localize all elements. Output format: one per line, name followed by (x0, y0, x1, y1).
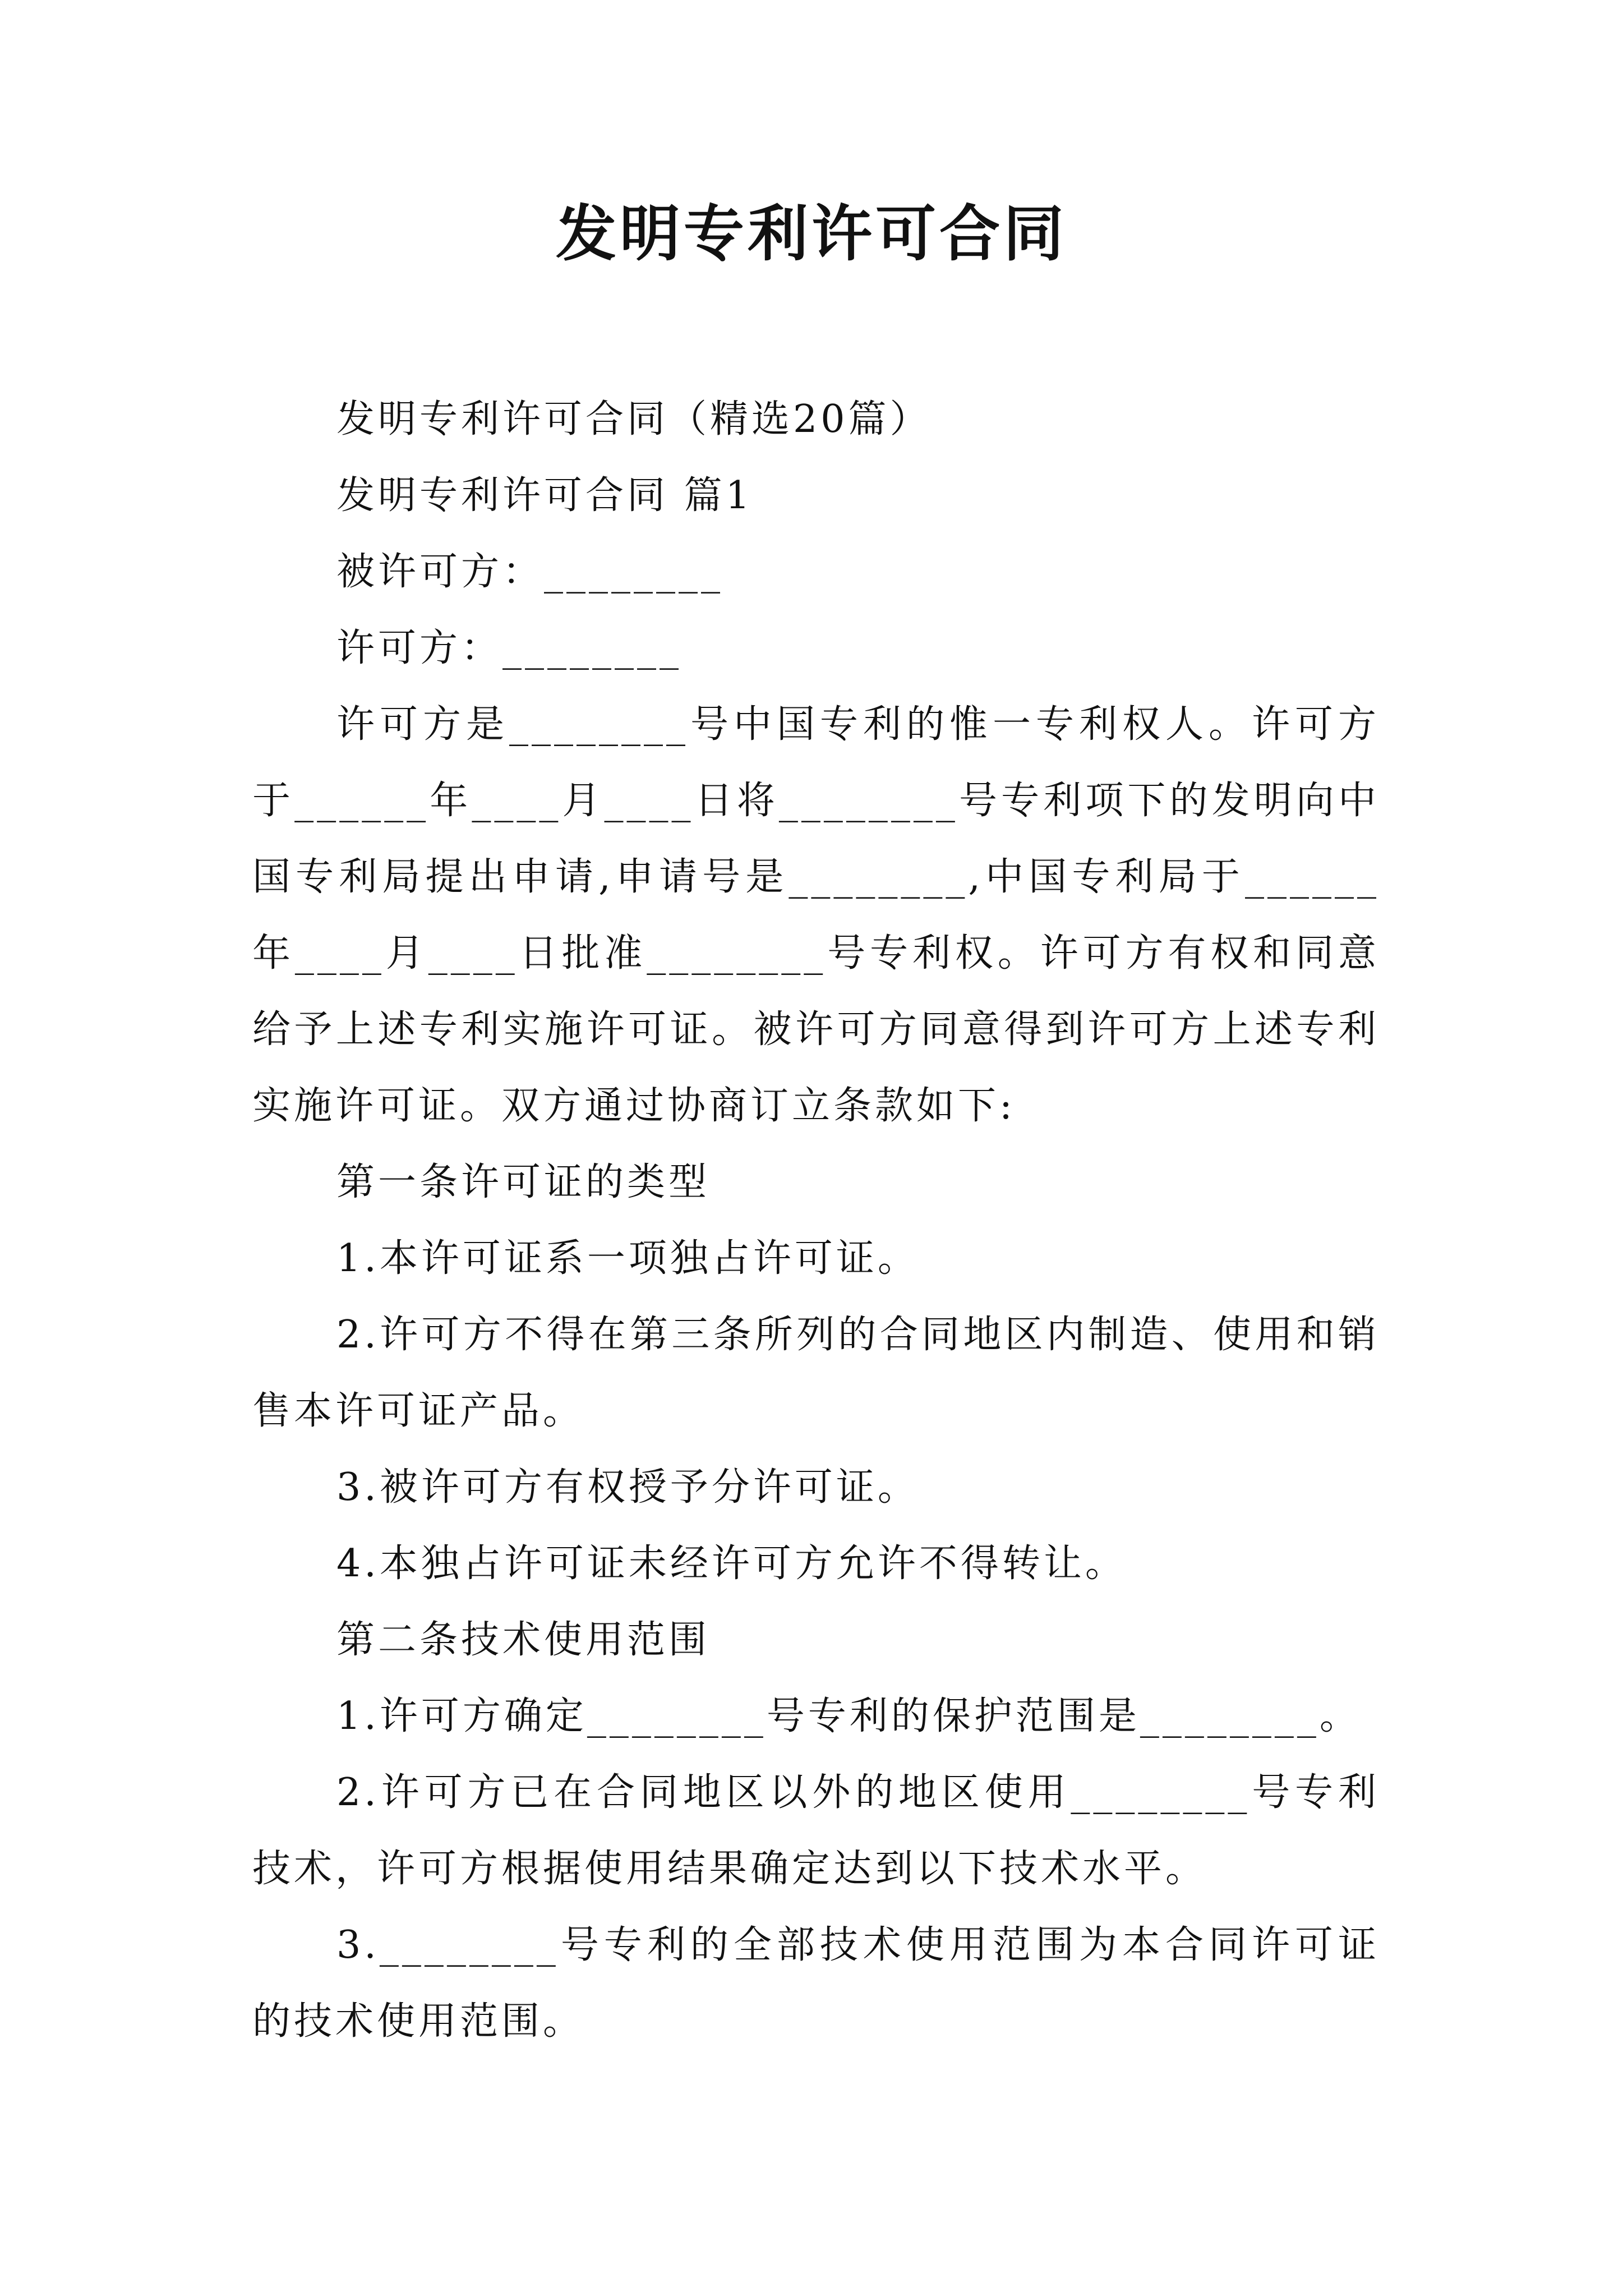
paragraph-article-1-item-1: 1.本许可证系一项独占许可证。 (336, 1236, 919, 1281)
paragraph-article-1-item-3: 3.被许可方有权授予分许可证。 (336, 1465, 919, 1510)
paragraph-article-2-item-1: 1.许可方确定________号专利的保护范围是________。 (336, 1694, 1361, 1738)
document-body (252, 381, 1380, 2060)
paragraph-article-1-item-2: 2.许可方不得在第三条所列的合同地区内制造、使用和销售本许可证产品。 (252, 1313, 1380, 1433)
paragraph-section-heading: 发明专利许可合同 篇1 (336, 473, 753, 518)
paragraph-article-2-heading: 第二条技术使用范围 (336, 1618, 711, 1662)
paragraph-article-2-item-2: 2.许可方已在合同地区以外的地区使用________号专利技术，许可方根据使用结果确定达到以下技术水平。 (252, 1770, 1380, 1891)
paragraph-subtitle: 发明专利许可合同（精选20篇） (336, 397, 932, 441)
paragraph-article-1-heading: 第一条许可证的类型 (336, 1160, 711, 1204)
document-title: 发明专利许可合同 (555, 199, 1067, 269)
paragraph-article-1-item-4: 4.本独占许可证未经许可方允许不得转让。 (336, 1542, 1127, 1586)
paragraph-licensee: 被许可方：________ (336, 550, 724, 594)
paragraph-licensor: 许可方：________ (336, 626, 683, 670)
paragraph-article-2-item-3: 3.________号专利的全部技术使用范围为本合同许可证的技术使用范围。 (252, 1923, 1380, 2044)
paragraph-preamble: 许可方是________号中国专利的惟一专利权人。许可方于______年____月____日将________号专利项下的发明向中国专利局提出申请,申请号是________,中国专利局于______年____月____日批准________号专利权。许可方有权和同意给予上述专利实施许可证。被许可方同意得到许可方上述专利实施许可证。双方通过协商订立条款如下: (252, 702, 1380, 1128)
